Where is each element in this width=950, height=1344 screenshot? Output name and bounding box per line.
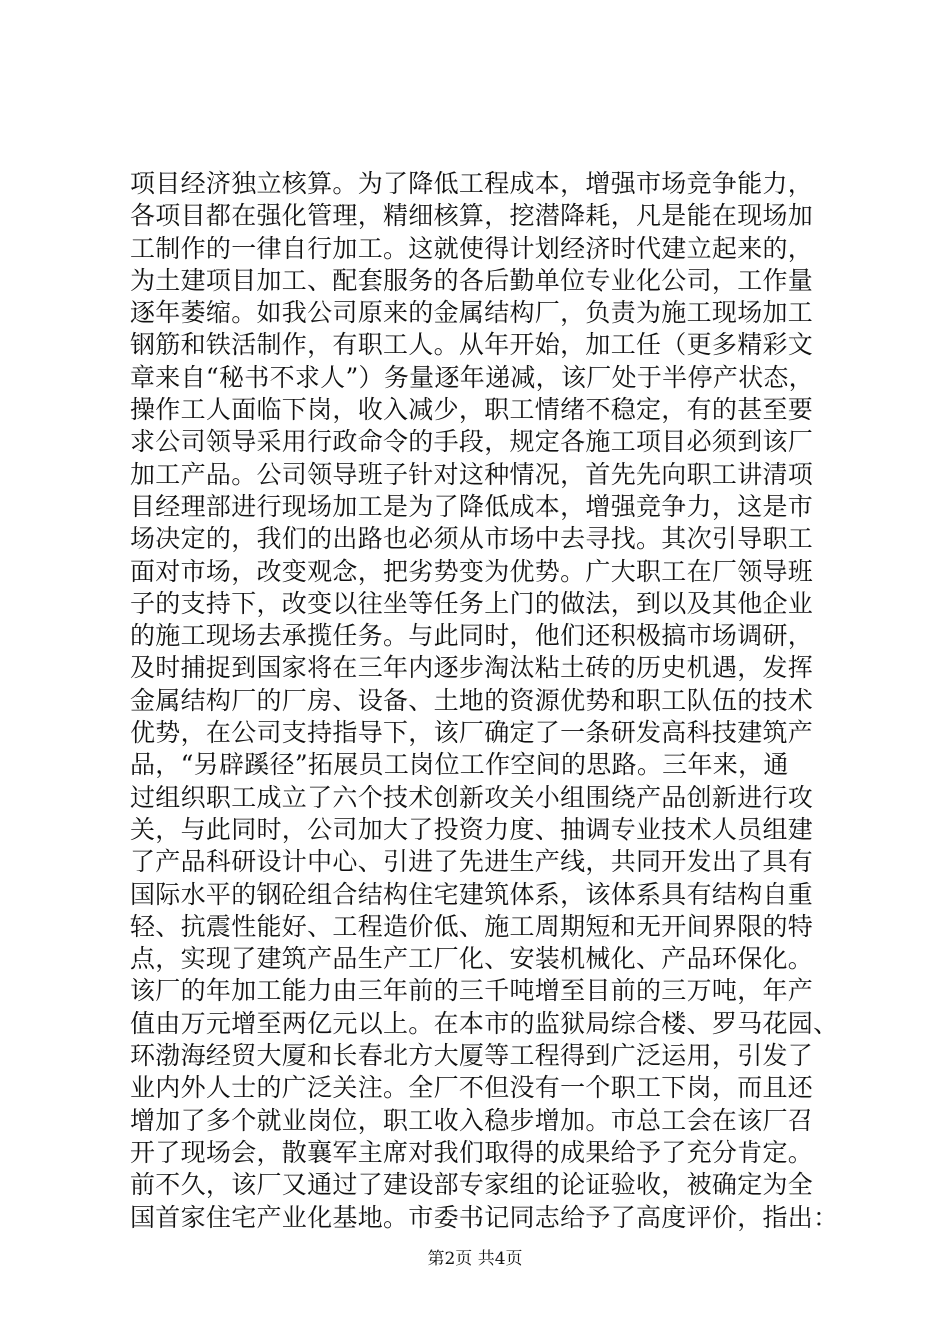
text-line: 值由万元增至两亿元以上。在本市的监狱局综合楼、罗马花园、 bbox=[130, 1008, 839, 1038]
text-line: 关，与此同时，公司加大了投资力度、抽调专业技术人员组建 bbox=[130, 814, 814, 844]
text-line: 国际水平的钢砼组合结构住宅建筑体系，该体系具有结构自重 bbox=[130, 879, 814, 909]
body-paragraph bbox=[130, 168, 860, 1234]
text-line: 及时捕捉到国家将在三年内逐步淘汰粘土砖的历史机遇，发挥 bbox=[130, 653, 814, 683]
text-line: 的施工现场去承揽任务。与此同时，他们还积极搞市场调研， bbox=[130, 621, 814, 651]
text-line: 工制作的一律自行加工。这就使得计划经济时代建立起来的， bbox=[130, 233, 814, 263]
text-line: 增加了多个就业岗位，职工收入稳步增加。市总工会在该厂召 bbox=[130, 1105, 814, 1135]
text-line: 子的支持下，改变以往坐等任务上门的做法，到以及其他企业 bbox=[130, 588, 814, 618]
text-line: 金属结构厂的厂房、设备、土地的资源优势和职工队伍的技术 bbox=[130, 685, 814, 715]
text-line: 为土建项目加工、配套服务的各后勤单位专业化公司，工作量 bbox=[130, 265, 814, 295]
text-line: 求公司领导采用行政命令的手段，规定各施工项目必须到该厂 bbox=[130, 427, 814, 457]
text-line: 过组织职工成立了六个技术创新攻关小组围绕产品创新进行攻 bbox=[130, 782, 814, 812]
text-line: 点，实现了建筑产品生产工厂化、安装机械化、产品环保化。 bbox=[130, 944, 814, 974]
text-line: 章来自“秘书不求人”）务量逐年递减，该厂处于半停产状态， bbox=[130, 362, 814, 392]
text-line: 操作工人面临下岗，收入减少，职工情绪不稳定，有的甚至要 bbox=[130, 395, 814, 425]
text-line: 场决定的，我们的出路也必须从市场中去寻找。其次引导职工 bbox=[130, 524, 814, 554]
text-line: 加工产品。公司领导班子针对这种情况，首先先向职工讲清项 bbox=[130, 459, 814, 489]
text-line: 该厂的年加工能力由三年前的三千吨增至目前的三万吨，年产 bbox=[130, 976, 814, 1006]
text-line: 前不久，该厂又通过了建设部专家组的论证验收，被确定为全 bbox=[130, 1170, 814, 1200]
text-line: 面对市场，改变观念，把劣势变为优势。广大职工在厂领导班 bbox=[130, 556, 814, 586]
text-line: 优势，在公司支持指导下，该厂确定了一条研发高科技建筑产 bbox=[130, 718, 814, 748]
text-line: 业内外人士的广泛关注。全厂不但没有一个职工下岗，而且还 bbox=[130, 1073, 814, 1103]
text-line: 钢筋和铁活制作，有职工人。从年开始，加工任（更多精彩文 bbox=[130, 330, 814, 360]
text-line: 逐年萎缩。如我公司原来的金属结构厂，负责为施工现场加工 bbox=[130, 298, 814, 328]
text-line: 环渤海经贸大厦和长春北方大厦等工程得到广泛运用，引发了 bbox=[130, 1041, 814, 1071]
text-line: 国首家住宅产业化基地。市委书记同志给予了高度评价，指出： bbox=[130, 1202, 839, 1232]
text-line: 各项目都在强化管理，精细核算，挖潜降耗，凡是能在现场加 bbox=[130, 201, 814, 231]
text-line: 了产品科研设计中心、引进了先进生产线，共同开发出了具有 bbox=[130, 847, 814, 877]
text-line: 目经理部进行现场加工是为了降低成本，增强竞争力，这是市 bbox=[130, 491, 814, 521]
text-line: 品，“另辟蹊径”拓展员工岗位工作空间的思路。三年来，通 bbox=[130, 750, 789, 780]
text-line: 项目经济独立核算。为了降低工程成本，增强市场竞争能力， bbox=[130, 169, 814, 198]
page-number-footer: 第2页 共4页 bbox=[427, 1249, 523, 1269]
text-line: 开了现场会，散襄军主席对我们取得的成果给予了充分肯定。 bbox=[130, 1137, 814, 1167]
text-line: 轻、抗震性能好、工程造价低、施工周期短和无开间界限的特 bbox=[130, 911, 814, 941]
